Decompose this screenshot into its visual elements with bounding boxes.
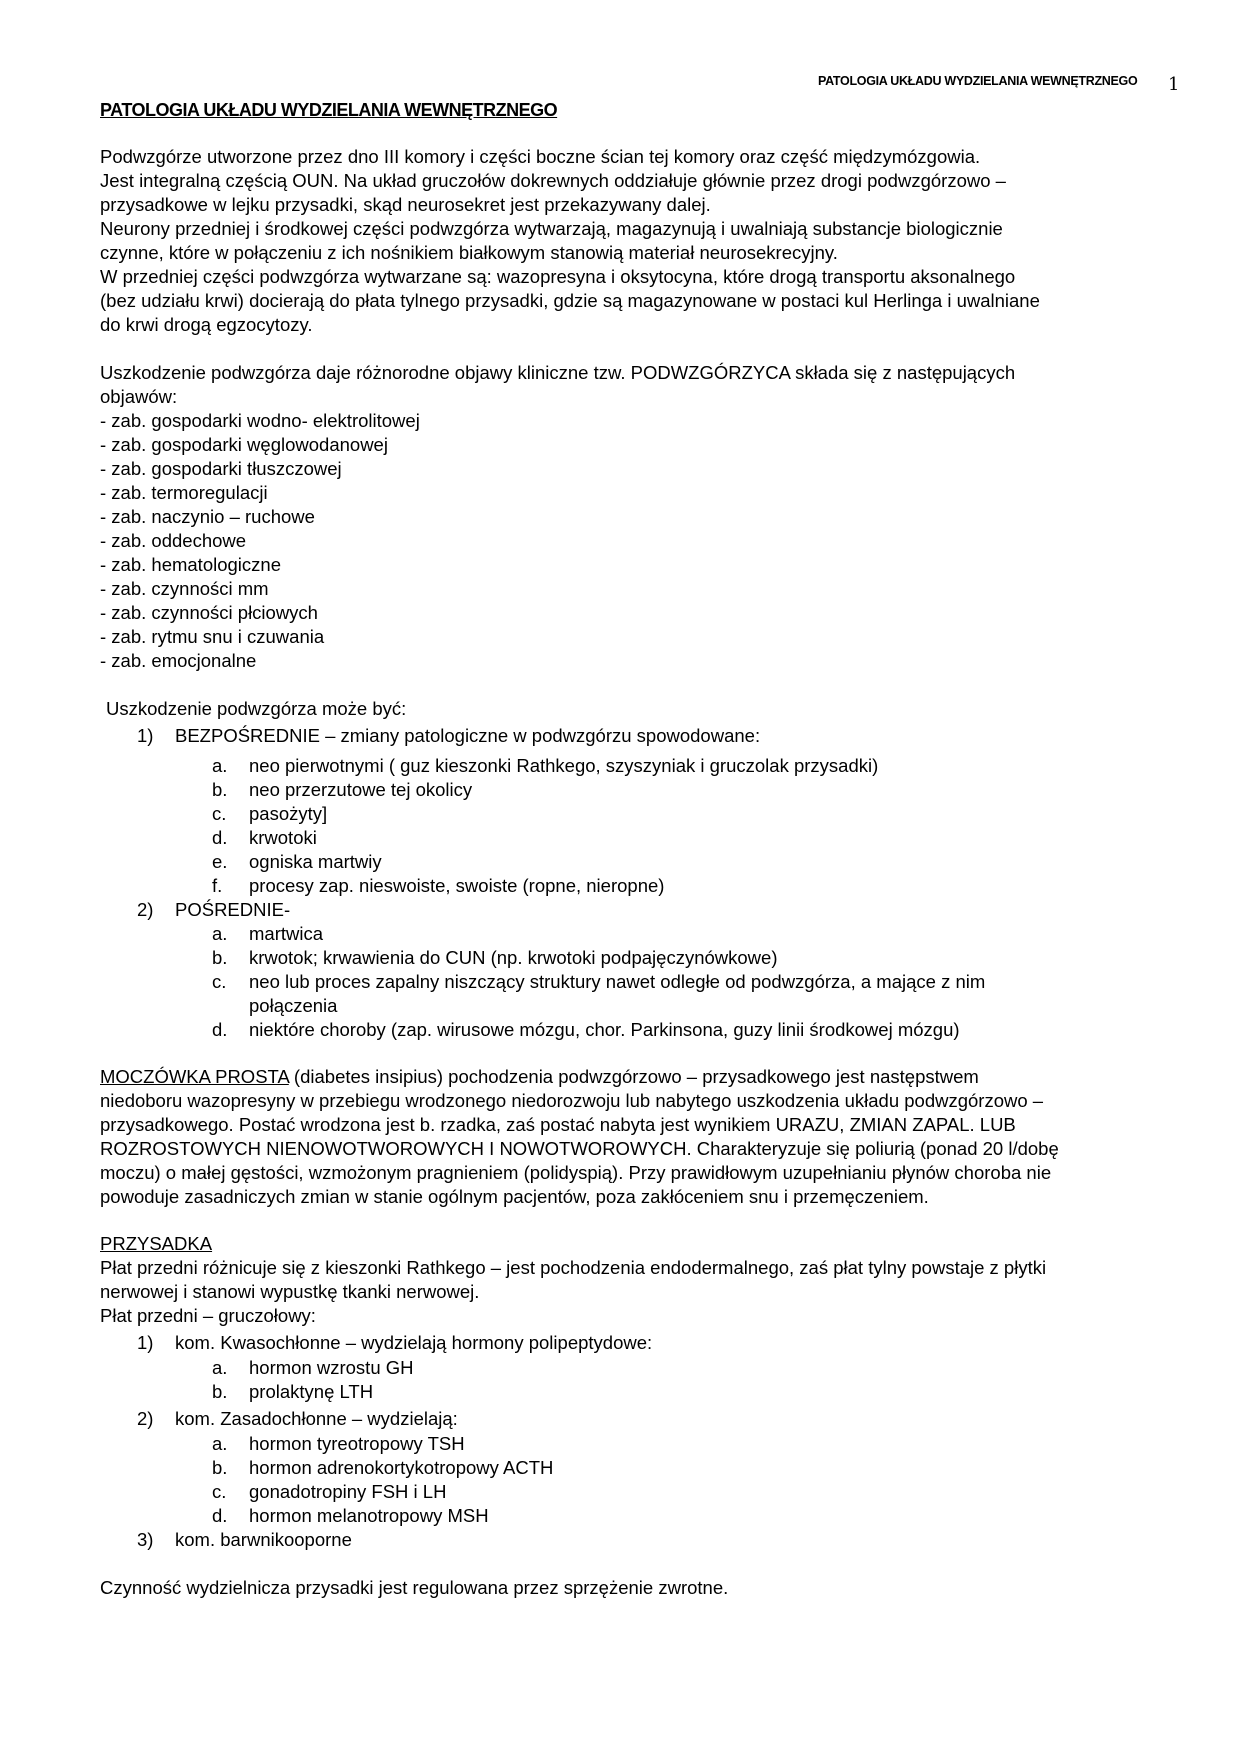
running-header: PATOLOGIA UKŁADU WYDZIELANIA WEWNĘTRZNEGO [818, 74, 1138, 88]
list-number: 1) [137, 1332, 154, 1353]
list-item: krwotoki [249, 827, 317, 848]
text-line: przysadkowego. Postać wrodzona jest b. rzadka, zaś postać nabyta jest wynikiem URAZU, ZMIAN ZAPAL. LUB [100, 1114, 1016, 1135]
list-letter: a. [212, 755, 228, 776]
list-item: niektóre choroby (zap. wirusowe mózgu, chor. Parkinsona, guzy linii środkowej mózgu) [249, 1019, 960, 1040]
text-line: nerwowej i stanowi wypustkę tkanki nerwowej. [100, 1281, 480, 1302]
text-line: W przedniej części podwzgórza wytwarzane są: wazopresyna i oksytocyna, które drogą transportu aksonalnego [100, 266, 1016, 287]
list-item: POŚREDNIE- [175, 899, 291, 920]
text-line: Płat przedni różnicuje się z kieszonki Rathkego – jest pochodzenia endodermalnego, zaś płat tylny powstaje z płytki [100, 1257, 1047, 1278]
list-item: hormon wzrostu GH [249, 1357, 414, 1378]
text-line: powoduje zasadniczych zmian w stanie ogólnym pacjentów, poza zakłóceniem snu i przemęczeniem. [100, 1186, 929, 1207]
list-letter: d. [212, 1019, 228, 1040]
text-line: Podwzgórze utworzone przez dno III komory i części boczne ścian tej komory oraz część międzymózgowia. [100, 146, 981, 167]
list-item: - zab. gospodarki tłuszczowej [100, 458, 342, 479]
list-letter: f. [212, 875, 223, 896]
list-item: kom. barwnikooporne [175, 1529, 352, 1550]
text-line: Neurony przedniej i środkowej części podwzgórza wytwarzają, magazynują i uwalniają substancje biologicznie [100, 218, 1003, 239]
list-item: - zab. hematologiczne [100, 554, 281, 575]
closing-line: Czynność wydzielnicza przysadki jest regulowana przez sprzężenie zwrotne. [100, 1577, 729, 1598]
list-item: - zab. oddechowe [100, 530, 247, 551]
list-item: - zab. naczynio – ruchowe [100, 506, 315, 527]
text-line: ROZROSTOWYCH NIENOWOTWOROWYCH I NOWOTWOROWYCH. Charakteryzuje się poliurią (ponad 20 l/dobę [100, 1138, 1059, 1159]
list-number: 2) [137, 899, 154, 920]
section-heading: MOCZÓWKA PROSTA [100, 1066, 289, 1087]
text-line: Uszkodzenie podwzgórza może być: [106, 698, 407, 719]
list-item: prolaktynę LTH [249, 1381, 374, 1402]
list-number: 3) [137, 1529, 154, 1550]
list-letter: a. [212, 923, 228, 944]
text-line: niedoboru wazopresyny w przebiegu wrodzonego niedorozwoju lub nabytego uszkodzenia układu podwzgórzowo – [100, 1090, 1044, 1111]
text-line: Uszkodzenie podwzgórza daje różnorodne objawy kliniczne tzw. PODWZGÓRZYCA składa się z następujących [100, 362, 1016, 383]
list-item: hormon melanotropowy MSH [249, 1505, 489, 1526]
list-item: kom. Kwasochłonne – wydzielają hormony polipeptydowe: [175, 1332, 653, 1353]
section-heading: PRZYSADKA [100, 1233, 213, 1254]
page-number: 1 [1168, 74, 1180, 95]
document-title: PATOLOGIA UKŁADU WYDZIELANIA WEWNĘTRZNEGO [100, 100, 558, 120]
list-letter: c. [212, 803, 227, 824]
text-line: (bez udziału krwi) docierają do płata tylnego przysadki, gdzie są magazynowane w postaci kul Herlinga i uwalniane [100, 290, 1040, 311]
text-line: do krwi drogą egzocytozy. [100, 314, 313, 335]
list-letter: b. [212, 947, 228, 968]
list-letter: b. [212, 1381, 228, 1402]
list-item: pasożyty] [249, 803, 328, 824]
text-line: moczu) o małej gęstości, wzmożonym pragnieniem (polidyspią). Przy prawidłowym uzupełnianiu płynów choroba nie [100, 1162, 1052, 1183]
list-item: ogniska martwiy [249, 851, 382, 872]
list-item: - zab. gospodarki wodno- elektrolitowej [100, 410, 420, 431]
text-line: objawów: [100, 386, 178, 407]
list-item: kom. Zasadochłonne – wydzielają: [175, 1408, 458, 1429]
list-number: 1) [137, 725, 154, 746]
list-letter: d. [212, 1505, 228, 1526]
list-letter: b. [212, 779, 228, 800]
text-line: Jest integralną częścią OUN. Na układ gruczołów dokrewnych oddziałuje głównie przez drogi podwzgórzowo – [100, 170, 1006, 191]
list-item: krwotok; krwawienia do CUN (np. krwotoki podpajęczynówkowe) [249, 947, 778, 968]
list-letter: c. [212, 1481, 227, 1502]
text-line: przysadkowe w lejku przysadki, skąd neurosekret jest przekazywany dalej. [100, 194, 711, 215]
list-letter: c. [212, 971, 227, 992]
list-item: martwica [249, 923, 324, 944]
list-item: - zab. emocjonalne [100, 650, 257, 671]
list-item: BEZPOŚREDNIE – zmiany patologiczne w podwzgórzu spowodowane: [175, 725, 761, 746]
text-line: czynne, które w połączeniu z ich nośnikiem białkowym stanowią materiał neurosekrecyjny. [100, 242, 838, 263]
list-letter: a. [212, 1433, 228, 1454]
list-item: hormon adrenokortykotropowy ACTH [249, 1457, 554, 1478]
list-item: neo przerzutowe tej okolicy [249, 779, 473, 800]
list-item-continuation: połączenia [249, 995, 338, 1016]
text-line [100, 1066, 979, 1088]
text-line: Płat przedni – gruczołowy: [100, 1305, 316, 1326]
list-item: procesy zap. nieswoiste, swoiste (ropne, nieropne) [249, 875, 665, 896]
list-item: neo pierwotnymi ( guz kieszonki Rathkego, szyszyniak i gruczolak przysadki) [249, 755, 879, 776]
list-item: - zab. czynności mm [100, 578, 269, 599]
list-letter: b. [212, 1457, 228, 1478]
list-letter: d. [212, 827, 228, 848]
list-number: 2) [137, 1408, 154, 1429]
list-item: hormon tyreotropowy TSH [249, 1433, 465, 1454]
list-item: - zab. rytmu snu i czuwania [100, 626, 325, 647]
list-item: gonadotropiny FSH i LH [249, 1481, 447, 1502]
list-item: - zab. termoregulacji [100, 482, 268, 503]
list-item: neo lub proces zapalny niszczący struktury nawet odległe od podwzgórza, a mające z nim [249, 971, 986, 992]
list-letter: a. [212, 1357, 228, 1378]
list-item: - zab. gospodarki węglowodanowej [100, 434, 388, 455]
list-item: - zab. czynności płciowych [100, 602, 318, 623]
text-span: (diabetes insipius) pochodzenia podwzgórzowo – przysadkowego jest następstwem [288, 1066, 979, 1087]
list-letter: e. [212, 851, 228, 872]
